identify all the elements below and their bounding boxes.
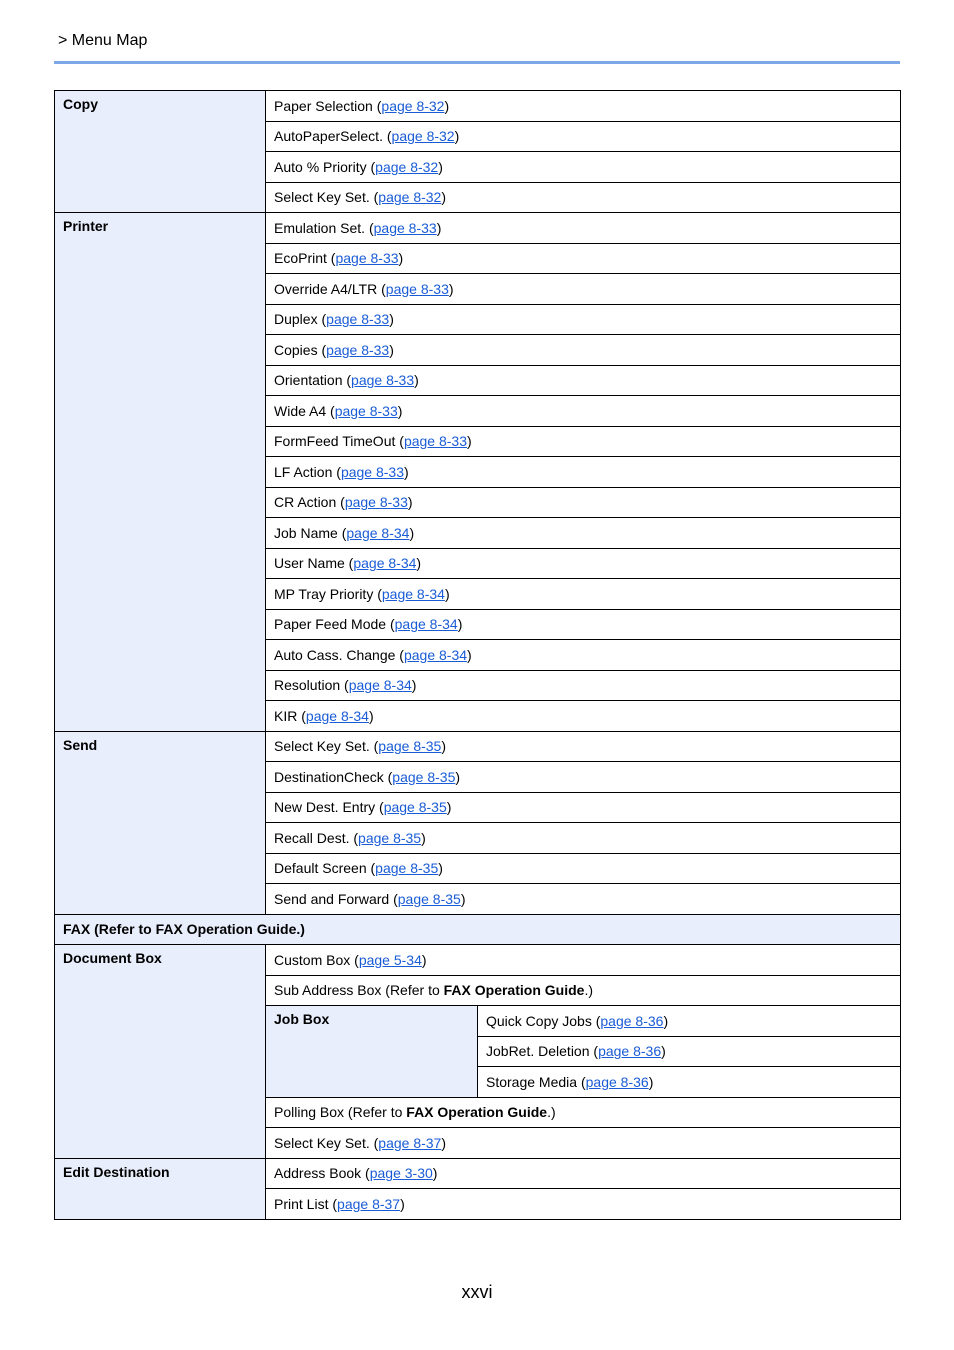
menu-item-label: Resolution <box>274 677 341 694</box>
table-row <box>55 731 901 762</box>
menu-item-label: Auto Cass. Change <box>274 646 396 663</box>
page-link[interactable]: page 8-33 <box>351 372 415 389</box>
header-divider <box>54 61 900 64</box>
page-link[interactable]: page 8-34 <box>394 616 458 633</box>
menu-item-label: Override A4/LTR <box>274 280 378 297</box>
guide-reference: FAX Operation Guide <box>406 1104 548 1121</box>
menu-item: Resolution (page 8-34) <box>266 670 901 701</box>
menu-item-label: Sub Address Box (Refer to <box>274 982 444 999</box>
menu-item: Orientation (page 8-33) <box>266 365 901 396</box>
page-link[interactable]: page 8-35 <box>383 799 447 816</box>
page-link[interactable]: page 8-37 <box>337 1195 401 1212</box>
menu-item-label: CR Action <box>274 494 337 511</box>
page-link[interactable]: page 8-35 <box>397 890 461 907</box>
page-link[interactable]: page 8-32 <box>391 128 455 145</box>
menu-map-table <box>54 90 901 1220</box>
menu-item: FormFeed TimeOut (page 8-33) <box>266 426 901 457</box>
page-link[interactable]: page 8-34 <box>305 707 369 724</box>
page-link[interactable]: page 8-33 <box>326 311 390 328</box>
page-link[interactable]: page 8-32 <box>381 97 445 114</box>
menu-item-label: Print List <box>274 1195 329 1212</box>
menu-item-label: New Dest. Entry <box>274 799 376 816</box>
section-label-send: Send <box>55 731 266 914</box>
menu-item-label: Default Screen <box>274 860 367 877</box>
menu-item: EcoPrint (page 8-33) <box>266 243 901 274</box>
page-link[interactable]: page 8-34 <box>381 585 445 602</box>
menu-item-label: JobRet. Deletion <box>486 1043 590 1060</box>
page-link[interactable]: page 8-35 <box>392 768 456 785</box>
menu-item: Emulation Set. (page 8-33) <box>266 213 901 244</box>
table-row <box>55 213 901 244</box>
menu-item-label: Storage Media <box>486 1073 578 1090</box>
menu-item-label: Job Name <box>274 524 338 541</box>
menu-item-label: Auto % Priority <box>274 158 367 175</box>
menu-item: Paper Feed Mode (page 8-34) <box>266 609 901 640</box>
subsection-label-job-box: Job Box <box>266 1006 478 1098</box>
menu-item-label: Recall Dest. <box>274 829 350 846</box>
page-link[interactable]: page 8-34 <box>346 524 410 541</box>
page-link[interactable]: page 8-34 <box>353 555 417 572</box>
page-link[interactable]: page 8-33 <box>385 280 449 297</box>
menu-item-label: Wide A4 <box>274 402 327 419</box>
menu-item-label: AutoPaperSelect. <box>274 128 383 145</box>
menu-item-label: User Name <box>274 555 345 572</box>
page-link[interactable]: page 5-34 <box>358 951 422 968</box>
menu-item <box>266 975 901 1006</box>
menu-item: Paper Selection (page 8-32) <box>266 91 901 122</box>
menu-item-label: Orientation <box>274 372 343 389</box>
menu-item-label: DestinationCheck <box>274 768 384 785</box>
table-row <box>55 91 901 122</box>
menu-item: KIR (page 8-34) <box>266 701 901 732</box>
page-link[interactable]: page 8-33 <box>340 463 404 480</box>
menu-item: Quick Copy Jobs (page 8-36) <box>478 1006 901 1037</box>
menu-item: Wide A4 (page 8-33) <box>266 396 901 427</box>
menu-item: Select Key Set. (page 8-37) <box>266 1128 901 1159</box>
table-row <box>55 945 901 976</box>
section-label-copy: Copy <box>55 91 266 213</box>
menu-item: Auto Cass. Change (page 8-34) <box>266 640 901 671</box>
page-link[interactable]: page 8-32 <box>375 158 439 175</box>
menu-item-label: Select Key Set. <box>274 738 370 755</box>
menu-item-label: EcoPrint <box>274 250 327 267</box>
page-link[interactable]: page 8-32 <box>378 189 442 206</box>
menu-item-label: Emulation Set. <box>274 219 366 236</box>
page-link[interactable]: page 8-33 <box>335 250 399 267</box>
menu-item-label: LF Action <box>274 463 333 480</box>
reference-suffix: .) <box>584 982 593 999</box>
menu-item: Copies (page 8-33) <box>266 335 901 366</box>
menu-item-label: Custom Box <box>274 951 351 968</box>
page-link[interactable]: page 8-37 <box>378 1134 442 1151</box>
menu-item-label: Duplex <box>274 311 318 328</box>
page-link[interactable]: page 8-35 <box>358 829 422 846</box>
page-link[interactable]: page 8-36 <box>600 1012 664 1029</box>
menu-item <box>266 1097 901 1128</box>
page-link[interactable]: page 8-36 <box>598 1043 662 1060</box>
breadcrumb: > Menu Map <box>58 32 148 49</box>
page-link[interactable]: page 8-35 <box>375 860 439 877</box>
page-link[interactable]: page 8-33 <box>326 341 390 358</box>
menu-item: Recall Dest. (page 8-35) <box>266 823 901 854</box>
menu-item-label: FormFeed TimeOut <box>274 433 396 450</box>
menu-item: New Dest. Entry (page 8-35) <box>266 792 901 823</box>
section-label-edit-destination: Edit Destination <box>55 1158 266 1219</box>
menu-item: Auto % Priority (page 8-32) <box>266 152 901 183</box>
page-link[interactable]: page 8-33 <box>334 402 398 419</box>
guide-reference: FAX Operation Guide <box>443 982 585 999</box>
menu-item: User Name (page 8-34) <box>266 548 901 579</box>
menu-item-label: Paper Feed Mode <box>274 616 387 633</box>
menu-item-label: Polling Box (Refer to <box>274 1104 407 1121</box>
page-link[interactable]: page 8-34 <box>348 677 412 694</box>
section-label: FAX (Refer to FAX Operation Guide.) <box>55 914 901 945</box>
menu-item: Default Screen (page 8-35) <box>266 853 901 884</box>
page-number: xxvi <box>461 1282 493 1302</box>
menu-section-fax <box>55 914 901 945</box>
menu-item-label: Copies <box>274 341 318 358</box>
menu-item: Job Name (page 8-34) <box>266 518 901 549</box>
page-link[interactable]: page 8-35 <box>378 738 442 755</box>
menu-item-label: Paper Selection <box>274 97 373 114</box>
menu-item-label: MP Tray Priority <box>274 585 374 602</box>
menu-item: MP Tray Priority (page 8-34) <box>266 579 901 610</box>
menu-item: LF Action (page 8-33) <box>266 457 901 488</box>
section-label-printer: Printer <box>55 213 266 732</box>
menu-item: DestinationCheck (page 8-35) <box>266 762 901 793</box>
menu-item: Send and Forward (page 8-35) <box>266 884 901 915</box>
menu-item: Override A4/LTR (page 8-33) <box>266 274 901 305</box>
menu-item: Select Key Set. (page 8-32) <box>266 182 901 213</box>
menu-item-label: Address Book <box>274 1165 362 1182</box>
menu-item: Address Book (page 3-30) <box>266 1158 901 1189</box>
page-link[interactable]: page 8-33 <box>344 494 408 511</box>
section-label-document-box: Document Box <box>55 945 266 1159</box>
menu-item: Print List (page 8-37) <box>266 1189 901 1220</box>
menu-item-label: Select Key Set. <box>274 1134 370 1151</box>
menu-item-label: KIR <box>274 707 298 724</box>
menu-item: CR Action (page 8-33) <box>266 487 901 518</box>
menu-item: Storage Media (page 8-36) <box>478 1067 901 1098</box>
table-row <box>55 1158 901 1189</box>
page-link[interactable]: page 8-34 <box>403 646 468 663</box>
page-link[interactable]: page 8-36 <box>585 1073 649 1090</box>
reference-suffix: .) <box>547 1104 556 1121</box>
page-link[interactable]: page 8-33 <box>373 219 437 236</box>
menu-item-label: Select Key Set. <box>274 189 370 206</box>
menu-item-label: Send and Forward <box>274 890 390 907</box>
page-link[interactable]: page 3-30 <box>369 1165 433 1182</box>
page-link[interactable]: page 8-33 <box>403 433 467 450</box>
menu-item: Select Key Set. (page 8-35) <box>266 731 901 762</box>
menu-item-label: Quick Copy Jobs <box>486 1012 592 1029</box>
menu-item: Custom Box (page 5-34) <box>266 945 901 976</box>
menu-item: Duplex (page 8-33) <box>266 304 901 335</box>
menu-item: JobRet. Deletion (page 8-36) <box>478 1036 901 1067</box>
menu-item: AutoPaperSelect. (page 8-32) <box>266 121 901 152</box>
